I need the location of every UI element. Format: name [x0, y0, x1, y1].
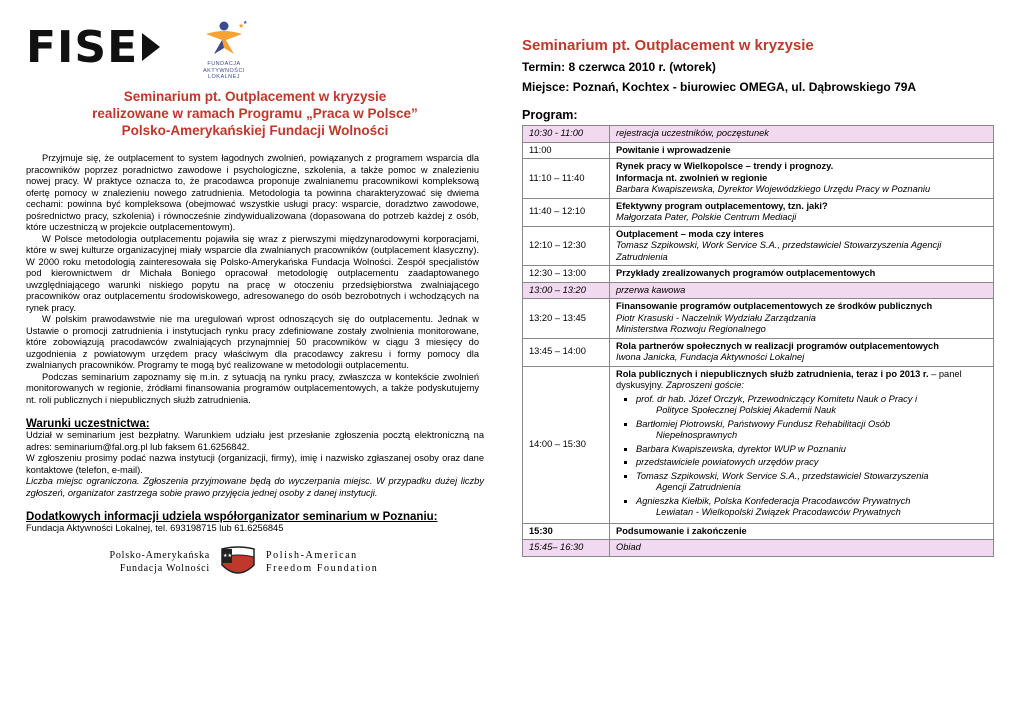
- fal-figure-icon: [198, 20, 250, 56]
- row-line: Rola partnerów społecznych w realizacji programów outplacementowych: [616, 340, 939, 351]
- info-text: Fundacja Aktywności Lokalnej, tel. 693198715 lub 61.6256845: [26, 523, 284, 533]
- pafw-pl-line-2: Fundacja Wolności: [119, 562, 210, 574]
- row-time: 12:30 – 13:00: [523, 266, 610, 283]
- row-time: 14:00 – 15:30: [523, 366, 610, 523]
- table-row: [523, 126, 994, 143]
- left-heading-line-2: realizowane w ramach Programu „Praca w Polsce”: [92, 106, 418, 121]
- intro-paragraph: W Polsce metodologia outplacementu pojawiła się wraz z pierwszymi międzynarodowymi korporacjami, które w swej kulturze organizacyjnej miały wsparcie dla zwalnianych pracowników (outplacement klasyczny). W 2000 roku metodologią zainteresowała się Polsko-Amerykańska Fundacja Wolności. Zespół specjalistów pod kierownictwem dr Michała Boniego opracował metodologię outplacementu zaadaptowanego uwzględniającego warunki niskiego popytu na pracę w otoczeniu przedsiębiorstwa zwalniającego pracowników oraz outplacementu środowiskowego, adresowanego do osób bezrobotnych i wchodzących na rynek pracy.: [26, 233, 479, 313]
- row-speaker: Barbara Kwapiszewska, Dyrektor Wojewódzkiego Urzędu Pracy w Poznaniu: [616, 184, 931, 194]
- guest-line-cont: Niepełnosprawnych: [656, 430, 738, 440]
- info-title: Dodatkowych informacji udziela współorganizator seminarium w Poznaniu:: [26, 511, 438, 523]
- row-content: [610, 282, 994, 299]
- list-item: [636, 457, 987, 469]
- table-row: [523, 226, 994, 266]
- panel-subtitle: – panel dyskusyjny.: [616, 368, 962, 390]
- row-time: 10:30 - 11:00: [523, 126, 610, 143]
- panel-title: Rola publicznych i niepublicznych służb zatrudnienia, teraz i po 2013 r.: [616, 368, 929, 379]
- row-speaker: Iwona Janicka, Fundacja Aktywności Lokalnej: [616, 352, 805, 362]
- row-time: 15:45– 16:30: [523, 540, 610, 557]
- list-item: [636, 419, 987, 442]
- svg-text:★: ★: [243, 20, 248, 26]
- row-content: [610, 159, 994, 199]
- row-time: 13:45 – 14:00: [523, 338, 610, 366]
- fal-caption-line-3: LOKALNEJ: [207, 74, 241, 80]
- table-row: [523, 142, 994, 159]
- row-content: [610, 226, 994, 266]
- seminar-title: Seminarium pt. Outplacement w kryzysie: [522, 37, 814, 54]
- guest-line: Barbara Kwapiszewska, dyrektor WUP w Poznaniu: [636, 443, 846, 454]
- row-content: [610, 198, 994, 226]
- pafw-en-line-1: Polish-American: [266, 549, 358, 561]
- fise-logo-text: FISE: [26, 22, 139, 73]
- left-heading: [26, 88, 484, 139]
- fal-caption: [194, 61, 254, 81]
- logo-bar: [26, 22, 484, 82]
- row-line: Podsumowanie i zakończenie: [616, 525, 747, 536]
- table-row: [523, 338, 994, 366]
- guest-line: Tomasz Szpikowski, Work Service S.A., przedstawiciel Stowarzyszenia: [636, 470, 929, 481]
- intro-paragraph: Podczas seminarium zapoznamy się m.in. z sytuacją na rynku pracy, zwłaszcza w kontekście zwolnień monitorowanych w regionie, źródłami finansowania programów outplacementowych, a także podyskutujemy nt. roli publicznych i niepublicznych służb zatrudnienia.: [26, 371, 479, 405]
- row-content: [610, 142, 994, 159]
- row-line: Outplacement – moda czy interes: [616, 228, 764, 239]
- row-content: [610, 266, 994, 283]
- table-row: [523, 523, 994, 540]
- row-content: [610, 366, 994, 523]
- left-heading-line-1: Seminarium pt. Outplacement w kryzysie: [123, 89, 387, 104]
- guest-line-cont: Lewiatan - Wielkopolski Związek Pracodawców Prywatnych: [656, 507, 901, 517]
- pafw-pl-line-1: Polsko-Amerykańska: [109, 549, 210, 561]
- intro-paragraph: W polskim prawodawstwie nie ma uregulowań wprost odnoszących się do outplacementu. Jednak w Ustawie o promocji zatrudnienia i instytucjach rynku pracy zdefiniowane zostały zwolnienia monitorowane, które zobowiązują pracodawców zwalniających przynajmniej 50 pracowników w ciągu 3 miesięcy do uzgodnienia z powiatowym urzędem pracy właściwym dla pracodawcy zakresu i formy pomocy dla zwalnianych pracowników. Programy te mogą być realizowane w metodologii outplacementu.: [26, 314, 479, 370]
- right-column: [522, 36, 994, 557]
- list-item: [636, 394, 987, 417]
- pafw-flag-icon: [218, 545, 258, 581]
- fise-arrow-icon: [142, 33, 160, 61]
- table-row: [523, 366, 994, 523]
- row-line: Finansowanie programów outplacementowych ze środków publicznych: [616, 301, 933, 311]
- intro-paragraph: Przyjmuje się, że outplacement to system łagodnych zwolnień, powiązanych z programem wsparcia dla pracowników poprzez poradnictwo zawodowe i psychologiczne, szkolenia, a także pomoc w znalezieniu nowej pracy. W praktyce oznacza to, że pracodawca proponuje zwalnianemu pracownikowi kompleksową ofertę pomocy w znalezieniu nowego zatrudnienia. Metodologia ta powinna charakteryzować się dwiema cechami: powinna być kompleksowa (obejmować wszystkie usługi pracy: wsparcie, doradztwo zawodowe, pośrednictwo pracy, szkolenia) i równocześnie zindywidualizowana (dopasowana do potrzeb każdej z osób, które uczestniczą w projekcie outplacementowym).: [26, 153, 479, 232]
- row-line: Rynek pracy w Wielkopolsce – trendy i prognozy.: [616, 161, 834, 171]
- pafw-en-line-2: Freedom Foundation: [266, 562, 379, 574]
- row-line: rejestracja uczestników, poczęstunek: [616, 128, 769, 138]
- row-speaker: Piotr Krasuski - Naczelnik Wydziału Zarządzania: [616, 312, 816, 323]
- guest-line: prof. dr hab. Józef Orczyk, Przewodniczący Komitetu Nauk o Pracy i: [636, 393, 918, 404]
- pafw-name-pl: [98, 549, 210, 575]
- fal-caption-line-2: AKTYWNOŚCI: [203, 67, 245, 74]
- guest-line: przedstawiciele powiatowych urzędów pracy: [636, 457, 819, 467]
- row-line: Informacja nt. zwolnień w regionie: [616, 172, 768, 183]
- program-label: Program:: [522, 108, 578, 122]
- row-line: Przykłady zrealizowanych programów outplacementowych: [616, 268, 876, 278]
- left-column: [26, 22, 484, 581]
- row-content: [610, 338, 994, 366]
- row-line: Efektywny program outplacementowy, tzn. jaki?: [616, 200, 828, 211]
- list-item: [636, 444, 987, 456]
- seminar-place: Miejsce: Poznań, Kochtex - biurowiec OMEGA, ul. Dąbrowskiego 79A: [522, 80, 917, 94]
- row-time: 15:30: [523, 523, 610, 540]
- table-row: [523, 299, 994, 339]
- row-content: [610, 523, 994, 540]
- conditions-note: Liczba miejsc ograniczona. Zgłoszenia przyjmowane będą do wyczerpania miejsc. W przypadku dużej liczby zgłoszeń, organizator zastrzega sobie prawo przyjęcia jednej osoby z danej instytucji.: [26, 476, 484, 498]
- guest-line-cont: Polityce Społecznej Polskiej Akademii Nauk: [656, 405, 836, 415]
- list-item: [636, 471, 987, 494]
- row-speaker: Tomasz Szpikowski, Work Service S.A., przedstawiciel Stowarzyszenia Agencji Zatrudnienia: [616, 240, 942, 262]
- table-row: [523, 282, 994, 299]
- program-table: [522, 125, 994, 557]
- row-time: 13:20 – 13:45: [523, 299, 610, 339]
- row-time: 11:40 – 12:10: [523, 198, 610, 226]
- table-row: [523, 540, 994, 557]
- guest-line: Bartłomiej Piotrowski, Państwowy Fundusz Rehabilitacji Osób: [636, 418, 891, 429]
- svg-text:★★: ★★: [223, 552, 232, 559]
- table-row: [523, 198, 994, 226]
- panel-guests-label: Zaproszeni goście:: [663, 380, 744, 390]
- fise-logo: [26, 22, 160, 73]
- pafw-logo: [26, 545, 484, 581]
- intro-text: [26, 153, 484, 406]
- row-content: [610, 540, 994, 557]
- row-speaker: Ministerstwa Rozwoju Regionalnego: [616, 324, 766, 334]
- guest-line: Agnieszka Kiełbik, Polska Konfederacja Pracodawców Prywatnych: [636, 495, 911, 506]
- pafw-name-en: [266, 549, 386, 575]
- table-row: [523, 159, 994, 199]
- row-time: 11:10 – 11:40: [523, 159, 610, 199]
- conditions-title: Warunki uczestnictwa:: [26, 418, 150, 430]
- conditions-paragraph: W zgłoszeniu prosimy podać nazwa instytucji (organizacji, firmy), imię i nazwisko zgłaszanej osoby oraz dane kontaktowe (telefon, e-mail).: [26, 453, 484, 475]
- conditions-paragraph: Udział w seminarium jest bezpłatny. Warunkiem udziału jest przesłanie zgłoszenia pocztą elektroniczną na adres: seminarium@fal.org.pl lub faksem 61.6256842.: [26, 430, 484, 452]
- row-time: 11:00: [523, 142, 610, 159]
- row-line: przerwa kawowa: [616, 284, 686, 295]
- row-line: Powitanie i wprowadzenie: [616, 144, 731, 155]
- row-content: [610, 299, 994, 339]
- seminar-date: Termin: 8 czerwca 2010 r. (wtorek): [522, 60, 716, 74]
- svg-text:★: ★: [238, 23, 245, 30]
- row-time: 13:00 – 13:20: [523, 282, 610, 299]
- fal-logo: [194, 20, 254, 81]
- row-speaker: Małgorzata Pater, Polskie Centrum Mediacji: [616, 212, 797, 222]
- table-row: [523, 266, 994, 283]
- guest-line-cont: Agencji Zatrudnienia: [656, 482, 741, 492]
- list-item: [636, 496, 987, 519]
- row-content: [610, 126, 994, 143]
- left-heading-line-3: Polsko-Amerykańskiej Fundacji Wolności: [121, 123, 389, 138]
- fal-caption-line-1: FUNDACJA: [207, 61, 241, 67]
- row-time: 12:10 – 12:30: [523, 226, 610, 266]
- row-line: Obiad: [616, 542, 641, 552]
- conditions-text: [26, 430, 484, 499]
- panel-guest-list: [616, 394, 987, 519]
